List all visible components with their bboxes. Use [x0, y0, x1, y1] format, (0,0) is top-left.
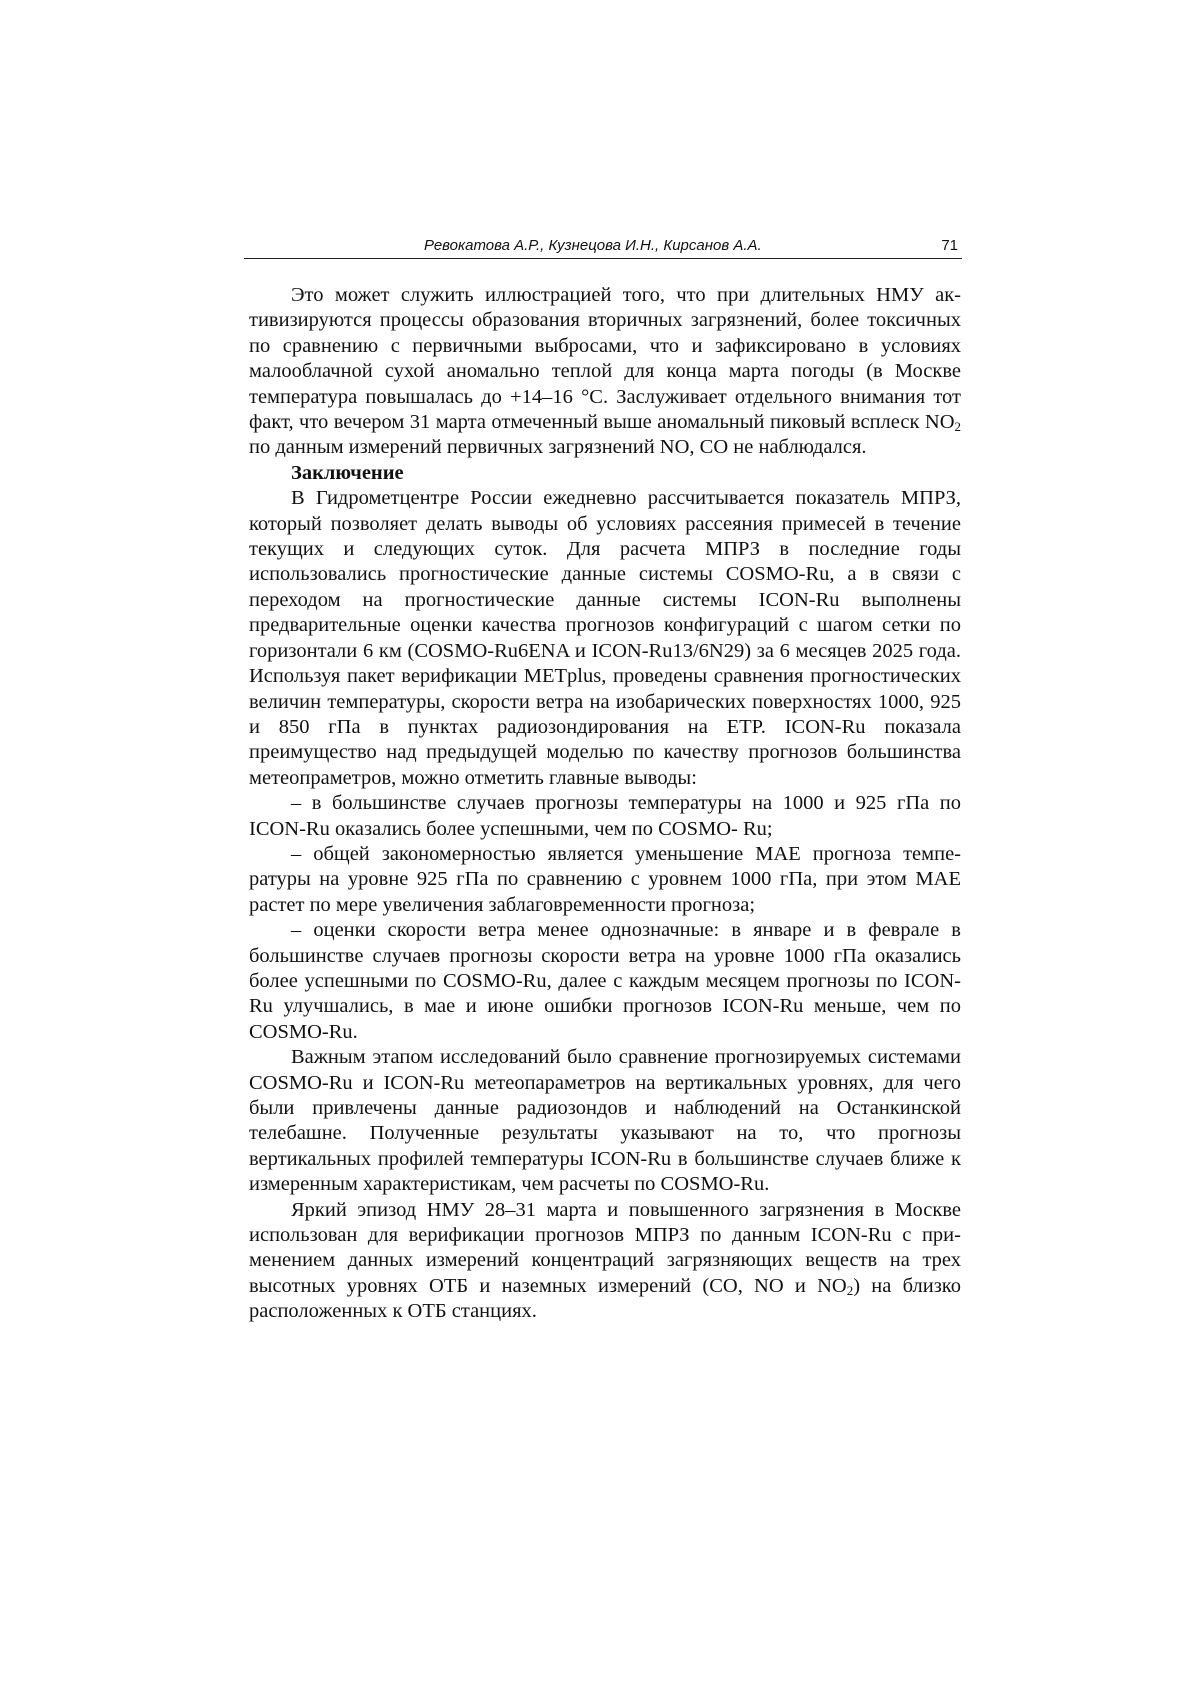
no2-subscript: 2 [954, 419, 961, 435]
p3-text-2: ) на близко расположенных к ОТБ станциях. [249, 1274, 961, 1323]
section-title: Заключение [291, 461, 404, 484]
conclusion-paragraph-2: Важным этапом исследований было сравнение прогнозируемых системами COSMO-Ru и ICON-Ru метеопараметров на вертикальных уровнях, для чего были привлечены данные радиозондов и наблюдений на Останкинской телебашне. Полученные результаты указывают на то, что прогнозы вертикальных профилей температуры ICON-Ru в большинстве случаев ближе к измеренным характеристикам, чем расчеты по COSMO-Ru. [249, 1046, 961, 1196]
conclusion-bullet-3: – оценки скорости ветра менее однозначные: в январе и в феврале в большинстве случаев прогнозы скорости ветра на уровне 1000 гПа оказались более успешными по COSMO-Ru, далее с каждым месяцем прогнозы по ICON-Ru улучшались, в мае и июне ошибки прогнозов ICON-Ru меньше, чем по COSMO-Ru. [249, 919, 961, 1043]
intro-text-2: по данным измерений первичных загрязнений NO, СО не наблюдался. [249, 436, 867, 459]
p3-no2-subscript: 2 [846, 1282, 854, 1298]
running-header [244, 236, 962, 259]
article-body [249, 283, 961, 1325]
page-number: 71 [941, 237, 958, 254]
intro-paragraph [249, 283, 961, 461]
conclusion-bullet-2: – общей закономерностью является уменьшение MAE прогноза температуры на уровне 925 гПа по сравнению с уровнем 1000 гПа, при этом MAE растет по мере увеличения заблаговременности прогноза; [249, 842, 961, 916]
conclusion-paragraph-3 [249, 1198, 961, 1325]
conclusion-bullet-1: – в большинстве случаев прогнозы температуры на 1000 и 925 гПа по ICON-Ru оказались более успешными, чем по COSMO- Ru; [249, 792, 961, 840]
conclusion-paragraph-1: В Гидрометцентре России ежедневно рассчитывается показатель МПРЗ, который позволяет делать выводы об условиях рассеяния примесей в течение текущих и следующих суток. Для расчета МПРЗ в последние годы использовались прогностические данные системы COSMO-Ru, а в связи с переходом на прогностические данные системы ICON-Ru выполнены предварительные оценки качества прогнозов конфигураций с шагом сетки по горизонтали 6 км (COSMO-Ru6ENA и ICON-Ru13/6N29) за 6 месяцев 2025 года. Используя пакет верификации METplus, проведены сравнения прогностических величин температуры, скорости ветра на изобарических поверхностях 1000, 925 и 850 гПа в пунктах радиозондирования на ETP. ICON-Ru показала преимущество над предыдущей моделью по качеству прогнозов большинства метеопраметров, можно отметить главные выводы: [249, 487, 961, 789]
intro-text-1: Это может служить иллюстрацией того, что при длительных НМУ активизируются процессы образования вторичных загрязнений, более токсичных по сравнению с первичными выбросами, что и зафиксировано в условиях малооблачной сухой аномально теплой для конца марта погоды (в Москве температура повышалась до +14–16 °С. Заслуживает отдельного внимания тот факт, что вечером 31 марта отмеченный выше аномальный пиковый всплеск NO [249, 284, 961, 434]
header-authors: Ревокатова А.Р., Кузнецова И.Н., Кирсанов А.А. [424, 237, 762, 254]
p3-text-1: Яркий эпизод НМУ 28–31 марта и повышенного загрязнения в Москве использован для верификации прогнозов МПРЗ по данным ICON-Ru с применением данных измерений концентраций загрязняющих веществ на трех высотных уровнях ОТБ и наземных измерений (CO, NO и NO [249, 1198, 961, 1297]
